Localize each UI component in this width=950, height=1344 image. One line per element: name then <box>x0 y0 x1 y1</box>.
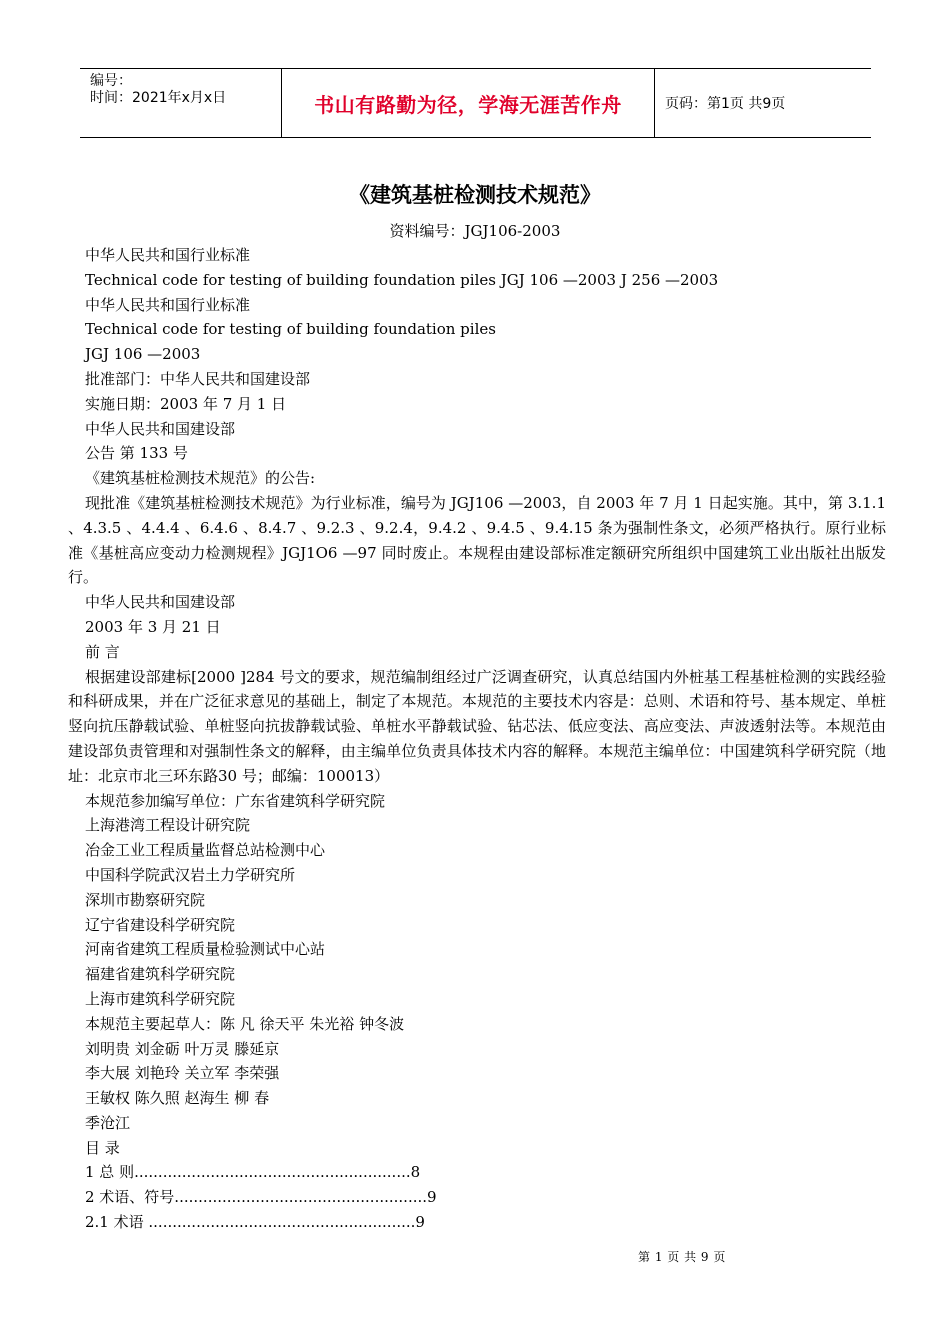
header-page-info: 页码：第1页 共9页 <box>665 96 786 112</box>
text-line: 批准部门：中华人民共和国建设部 <box>85 369 311 388</box>
toc-entry: 1 总 则..........................................................8 <box>85 1163 421 1182</box>
text-line: 本规范主要起草人：陈 凡 徐天平 朱光裕 钟冬波 <box>85 1014 405 1033</box>
toc-entry: 2 术语、符号.....................................................9 <box>85 1188 437 1207</box>
text-line: 本规范参加编写单位：广东省建筑科学研究院 <box>85 791 386 810</box>
text-line: 福建省建筑科学研究院 <box>85 965 236 984</box>
text-line: 2003 年 3 月 21 日 <box>85 617 221 636</box>
page-footer: 第 1 页 共 9 页 <box>638 1250 726 1264</box>
time-label: 时间：2021年x月x日 <box>90 90 227 106</box>
header-motto: 书山有路勤为径，学海无涯苦作舟 <box>282 69 655 137</box>
text-line: JGJ 106 —2003 <box>85 345 201 364</box>
text-line: 王敏权 陈久照 赵海生 柳 春 <box>85 1089 270 1108</box>
preface-paragraph: 根据建设部建标[2000 ]284 号文的要求，规范编制组经过广泛调查研究，认真总结国内外桩基工程基桩检测的实践经验和科研成果，并在广泛征求意见的基础上，制定了本规范。本规范的主要技术内容是：总则、术语和符号、基本规定、单桩竖向抗压静载试验、单桩竖向抗拔静载试验、单桩水平静载试验、钻芯法、低应变法、高应变法、声波透射法等。本规范由建设部负责管理和对强制性条文的解释，由主编单位负责具体技术内容的解释。本规范主编单位：中国建筑科学研究院（地址：北京市北三环东路30 号；邮编：100013） <box>68 667 886 785</box>
text-line: 中华人民共和国行业标准 <box>85 246 251 264</box>
document-title: 《建筑基桩检测技术规范》 <box>349 183 601 207</box>
number-label: 编号： <box>90 73 132 89</box>
text-line: 深圳市勘察研究院 <box>85 890 206 909</box>
text-line: 中华人民共和国建设部 <box>85 593 236 612</box>
text-line: 中华人民共和国建设部 <box>85 419 236 438</box>
text-line: 冶金工业工程质量监督总站检测中心 <box>85 841 326 860</box>
announcement-paragraph: 现批准《建筑基桩检测技术规范》为行业标准，编号为 JGJ106 —2003，自 2003 年 7 月 1 日起实施。其中，第 3.1.1 、4.3.5 、4.4.4 、6.4.6 、8.4.7 、9.2.3 、9.2.4，9.4.2 、9.4.5 、9.4.15 条为强制性条文，必须严格执行。原行业标准《基桩高应变动力检测规程》JGJ1O6 —97 同时废止。本规程由建设部标准定额研究所组织中国建筑工业出版社出版发行。 <box>68 493 886 587</box>
text-line: 上海市建筑科学研究院 <box>85 989 236 1008</box>
header-meta <box>80 69 282 137</box>
document-body <box>68 243 886 1235</box>
toc-entry: 2.1 术语 ........................................................9 <box>85 1213 425 1232</box>
text-line: 中国科学院武汉岩土力学研究所 <box>85 865 296 884</box>
text-line: 刘明贵 刘金砺 叶万灵 滕延京 <box>85 1039 280 1058</box>
text-line: Technical code for testing of building foundation piles <box>85 320 496 339</box>
text-line: 公告 第 133 号 <box>85 444 188 463</box>
text-line: 中华人民共和国行业标准 <box>85 295 251 314</box>
text-line: 季沧江 <box>85 1113 131 1132</box>
text-line: 上海港湾工程设计研究院 <box>85 816 251 835</box>
document-number: 资料编号：JGJ106-2003 <box>389 222 561 240</box>
text-line: Technical code for testing of building foundation piles JGJ 106 —2003 J 256 —2003 <box>85 270 719 289</box>
document-header <box>80 68 871 138</box>
text-line: 《建筑基桩检测技术规范》的公告: <box>85 469 316 488</box>
section-heading: 目 录 <box>85 1138 120 1157</box>
text-line: 河南省建筑工程质量检验测试中心站 <box>85 940 326 959</box>
text-line: 李大展 刘艳玲 关立军 李荣强 <box>85 1064 280 1083</box>
section-heading: 前 言 <box>85 642 120 661</box>
text-line: 辽宁省建设科学研究院 <box>85 915 236 934</box>
text-line: 实施日期：2003 年 7 月 1 日 <box>85 394 287 413</box>
